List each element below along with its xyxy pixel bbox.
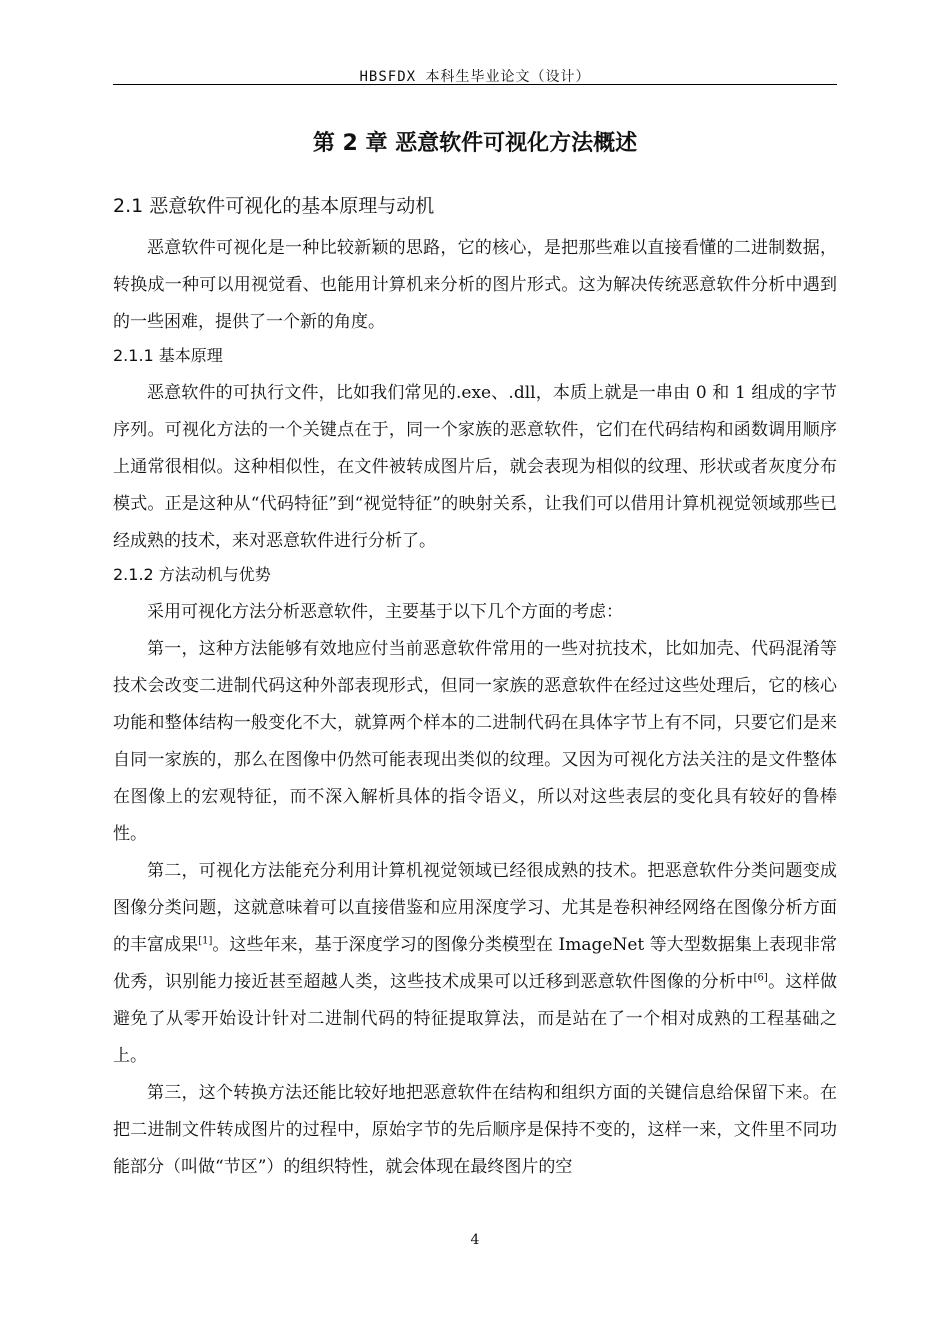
- paragraph-text: 。这些年来，基于深度学习的图像分类模型在 ImageNet 等大型数据集上表现非常优秀，识别能力接近甚至超越人类，这些技术成果可以迁移到恶意软件图像的分析中: [113, 935, 837, 992]
- section-title-2-1: 2.1 恶意软件可视化的基本原理与动机: [113, 195, 435, 217]
- paragraph: 第一，这种方法能够有效地应付当前恶意软件常用的一些对抗技术，比如加壳、代码混淆等技术会改变二进制代码这种外部表现形式，但同一家族的恶意软件在经过这些处理后，它的核心功能和整体结构一般变化不大，就算两个样本的二进制代码在具体字节上有不同，只要它们是来自同一家族的，那么在图像中仍然可能表现出类似的纹理。又因为可视化方法关注的是文件整体在图像上的宏观特征，而不深入解析具体的指令语义，所以对这些表层的变化具有较好的鲁棒性。: [113, 639, 837, 844]
- paragraph: [113, 853, 837, 1075]
- chapter-title: 第 2 章 恶意软件可视化方法概述: [312, 131, 638, 156]
- paragraph: 采用可视化方法分析恶意软件，主要基于以下几个方面的考虑：: [147, 602, 623, 622]
- subsection-title-2-1-1: 2.1.1 基本原理: [113, 346, 223, 365]
- paragraph: 恶意软件可视化是一种比较新颖的思路，它的核心，是把那些难以直接看懂的二进制数据，转换成一种可以用视觉看、也能用计算机来分析的图片形式。这为解决传统恶意软件分析中遇到的一些困难，提供了一个新的角度。: [113, 238, 837, 332]
- running-header: HBSFDX 本科生毕业论文（设计）: [359, 69, 591, 85]
- paragraph: 恶意软件的可执行文件，比如我们常见的.exe、.dll，本质上就是一串由 0 和 1 组成的字节序列。可视化方法的一个关键点在于，同一个家族的恶意软件，它们在代码结构和函数调用顺序上通常很相似。这种相似性，在文件被转成图片后，就会表现为相似的纹理、形状或者灰度分布模式。正是这种从“代码特征”到“视觉特征”的映射关系，让我们可以借用计算机视觉领域那些已经成熟的技术，来对恶意软件进行分析了。: [113, 383, 837, 551]
- page-body: [113, 120, 837, 1186]
- paragraph: 第三，这个转换方法还能比较好地把恶意软件在结构和组织方面的关键信息给保留下来。在把二进制文件转成图片的过程中，原始字节的先后顺序是保持不变的，这样一来，文件里不同功能部分（叫做“节区”）的组织特性，就会体现在最终图片的空: [113, 1083, 837, 1177]
- page-number: 4: [470, 1232, 480, 1248]
- subsection-title-2-1-2: 2.1.2 方法动机与优势: [113, 565, 271, 584]
- citation-marker: [6]: [753, 972, 768, 984]
- citation-marker: [1]: [198, 935, 213, 947]
- header-divider: [113, 84, 837, 85]
- paragraph-text: 。这样做避免了从零开始设计针对二进制代码的特征提取算法，而是站在了一个相对成熟的工程基础之上。: [113, 972, 838, 1066]
- paragraph-text: 第二，可视化方法能充分利用计算机视觉领域已经很成熟的技术。把恶意软件分类问题变成图像分类问题，这就意味着可以直接借鉴和应用深度学习、尤其是卷积神经网络在图像分析方面的丰富成果: [113, 861, 837, 955]
